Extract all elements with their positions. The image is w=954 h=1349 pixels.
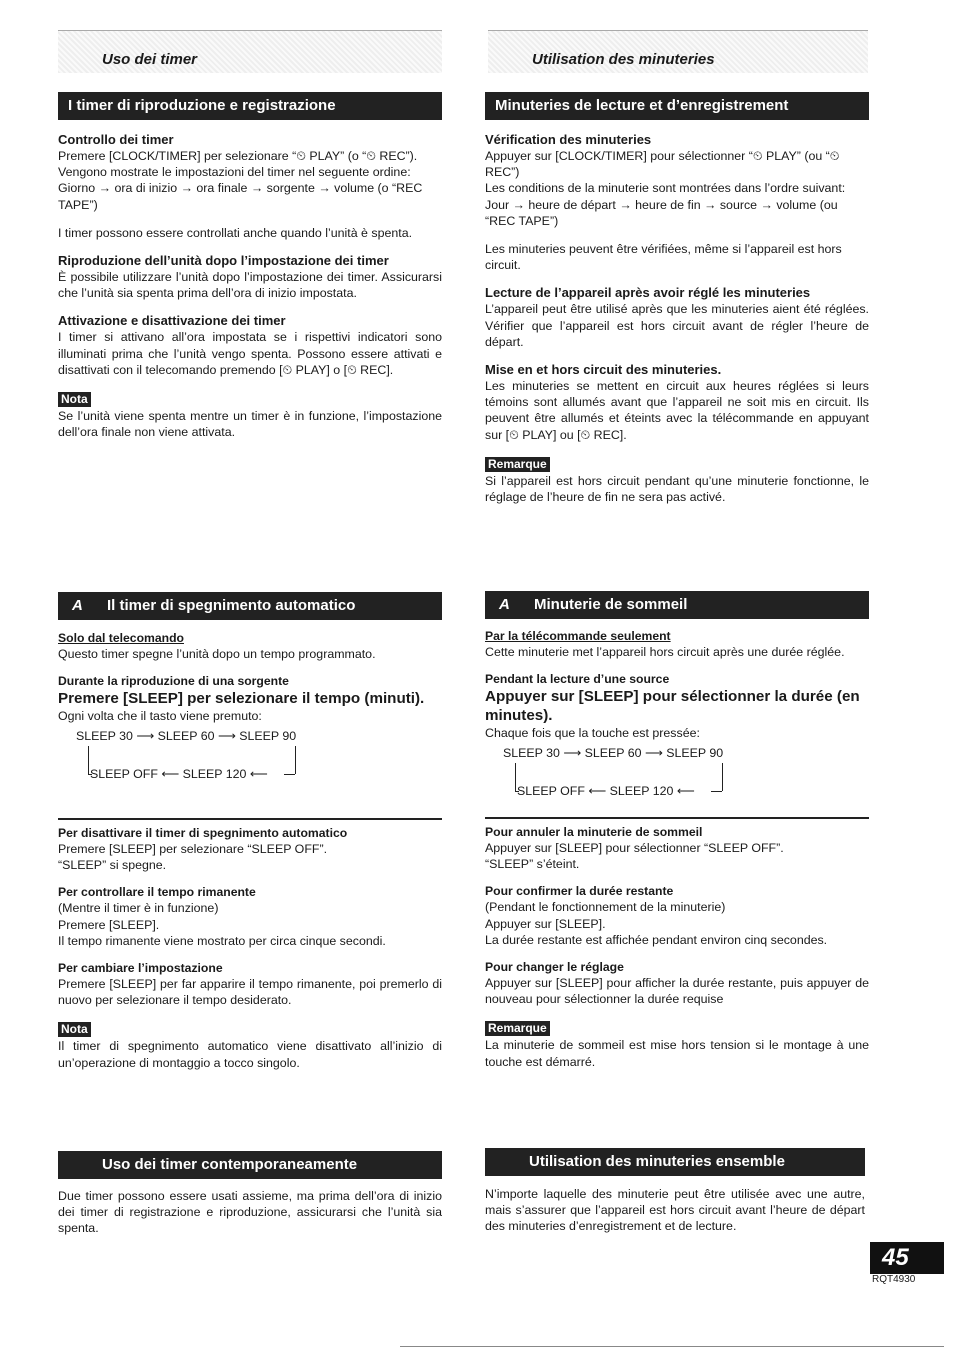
note-tag: Remarque xyxy=(485,457,550,472)
paragraph: (Pendant le fonctionnement de la minuterie) xyxy=(485,900,726,915)
section-bar-timers-together-fr xyxy=(485,1148,865,1176)
paragraph: Premere [SLEEP]. xyxy=(58,917,160,932)
heading: Pour confirmer la durée restante xyxy=(485,884,674,899)
section-bar-sleep-timer-it xyxy=(58,592,442,620)
paragraph: Jour → heure de départ → heure de fin → source → volume (ou “REC TAPE”) xyxy=(485,197,838,228)
sleep-sequence-top: SLEEP 30 ⟶ SLEEP 60 ⟶ SLEEP 90 xyxy=(503,746,724,761)
paragraph: È possibile utilizzare l’unità dopo l’impostazione dei timer. Assicurarsi che l’unità sia spenta prima dell’ora di inizio impostata. xyxy=(58,270,442,301)
section-bar-label: Minuteries de lecture et d’enregistrement xyxy=(495,97,789,114)
paragraph: Les conditions de la minuterie sont montrées dans l’ordre suivant: xyxy=(485,181,846,196)
section-bar-sleep-timer-fr xyxy=(485,591,869,619)
heading: Riproduzione dell’unità dopo l’impostazione dei timer xyxy=(58,253,389,269)
bottom-rule xyxy=(400,1346,944,1347)
paragraph: Il tempo rimanente viene mostrato per circa cinque secondi. xyxy=(58,933,386,948)
section1-left-column xyxy=(58,132,442,440)
divider xyxy=(485,817,869,819)
paragraph: Les minuteries se mettent en circuit aux heures réglées si leurs témoins sont allumés avant que l’appareil ne soit mis en circuit. Ils peuvent être allumés et éteints avec la télécommande en appuyant sur [⏲ PLAY] ou [⏲ REC]. xyxy=(485,379,869,442)
paragraph: Due timer possono essere usati assieme, ma prima dell’ora di inizio dei timer di registrazione e riproduzione, assicurarsi che l’unità sia spenta. xyxy=(58,1189,442,1236)
heading: Attivazione e disattivazione dei timer xyxy=(58,313,286,329)
page-number: 45 xyxy=(870,1242,944,1274)
paragraph: Appuyer sur [CLOCK/TIMER] pour sélectionner “⏲ PLAY” (ou “⏲ REC”) xyxy=(485,149,840,180)
paragraph: N’importe laquelle des minuterie peut être utilisée avec une autre, mais s’assurer que l’appareil est hors circuit avant l’heure de départ des minuteries d’enregistrement et de lecture. xyxy=(485,1187,865,1234)
heading: Lecture de l’appareil après avoir réglé les minuteries xyxy=(485,285,811,301)
paragraph: Cette minuterie met l’appareil hors circuit après une durée réglée. xyxy=(485,645,845,659)
paragraph: Questo timer spegne l’unità dopo un tempo programmato. xyxy=(58,647,376,661)
section2-right-lower xyxy=(485,825,869,1070)
section-bar-label: Minuterie de sommeil xyxy=(534,596,688,613)
paragraph: Vengono mostrate le impostazioni del timer nel seguente ordine: xyxy=(58,165,411,180)
document-code: RQT4930 xyxy=(872,1274,916,1285)
section1-right-column xyxy=(485,132,869,505)
paragraph: Appuyer sur [SLEEP] pour sélectionner “SLEEP OFF”. xyxy=(485,841,784,855)
sleep-sequence-diagram xyxy=(485,745,869,801)
divider xyxy=(58,818,442,820)
remote-only-label: Par la télécommande seulement xyxy=(485,629,671,643)
section-bar-label: Utilisation des minuteries ensemble xyxy=(529,1153,785,1170)
sleep-sequence-bottom: SLEEP OFF ⟵ SLEEP 120 ⟵ xyxy=(517,784,695,799)
paragraph: Premere [SLEEP] per far apparire il tempo rimanente, poi premerlo di nuovo per selezionare il tempo desiderato. xyxy=(58,977,442,1008)
section-bar-timer-play-rec xyxy=(58,92,442,120)
paragraph: Ogni volta che il tasto viene premuto: xyxy=(58,709,262,724)
paragraph: Appuyer sur [SLEEP]. xyxy=(485,916,606,931)
paragraph: I timer possono essere controllati anche quando l’unità è spenta. xyxy=(58,225,413,240)
note-tag: Nota xyxy=(58,1022,91,1037)
heading: Pour changer le réglage xyxy=(485,960,624,975)
section-bar-label: Uso dei timer contemporaneamente xyxy=(102,1156,358,1173)
sleep-sequence-diagram xyxy=(58,728,442,784)
step-heading: Appuyer sur [SLEEP] pour sélectionner la durée (en minutes). xyxy=(485,688,860,725)
paragraph: Appuyer sur [SLEEP] pour afficher la durée restante, puis appuyer de nouveau pour sélectionner la durée requise xyxy=(485,976,869,1007)
note-text: Se l’unità viene spenta mentre un timer è in funzione, l’impostazione dell’ora finale non viene attivata. xyxy=(58,409,442,440)
paragraph: La durée restante est affichée pendant environ cinq secondes. xyxy=(485,932,828,947)
heading: Per cambiare l’impostazione xyxy=(58,961,223,976)
note-text: La minuterie de sommeil est mise hors tension si le montage à une touche est démarré. xyxy=(485,1038,869,1069)
paragraph: “SLEEP” si spegne. xyxy=(58,858,167,873)
section3-left-column xyxy=(58,1188,442,1237)
header-tab-right xyxy=(488,30,868,73)
paragraph: Les minuteries peuvent être vérifiées, même si l’appareil est hors circuit. xyxy=(485,242,842,273)
heading: Pendant la lecture d’une source xyxy=(485,672,670,687)
section-bar-timers-together-it xyxy=(58,1151,442,1179)
heading: Durante la riproduzione di una sorgente xyxy=(58,674,289,689)
sleep-sequence-top: SLEEP 30 ⟶ SLEEP 60 ⟶ SLEEP 90 xyxy=(76,729,297,744)
paragraph: Premere [CLOCK/TIMER] per selezionare “⏲ PLAY” (o “⏲ REC”). xyxy=(58,149,418,163)
header-tab-left-label: Uso dei timer xyxy=(102,51,198,68)
section-bar-label: Il timer di spegnimento automatico xyxy=(107,597,356,614)
note-tag: Remarque xyxy=(485,1021,550,1036)
paragraph: Giorno → ora di inizio → ora finale → sorgente → volume (o “REC TAPE”) xyxy=(58,181,423,212)
paragraph: I timer si attivano all’ora impostata se i rispettivi indicatori sono illuminati prima che l’unità vengo spenta. Possono essere attivati e disattivati con il telecomando premendo [⏲ PLAY] o [⏲ REC]. xyxy=(58,330,442,377)
note-tag: Nota xyxy=(58,392,91,407)
paragraph: “SLEEP” s’éteint. xyxy=(485,857,580,872)
paragraph: Premere [SLEEP] per selezionare “SLEEP OFF”. xyxy=(58,842,328,856)
paragraph: (Mentre il timer è in funzione) xyxy=(58,901,219,916)
remote-only-label: Solo dal telecomando xyxy=(58,631,184,645)
section-bar-letter: A xyxy=(499,596,510,613)
heading: Vérification des minuteries xyxy=(485,132,652,147)
heading: Per controllare il tempo rimanente xyxy=(58,885,256,900)
section-bar-letter: A xyxy=(72,597,83,614)
section2-right-column xyxy=(485,629,869,801)
section2-left-lower xyxy=(58,826,442,1071)
section-bar-minuteries-lecture xyxy=(485,92,869,120)
header-tab-left xyxy=(58,30,442,73)
section-bar-label: I timer di riproduzione e registrazione xyxy=(68,97,336,114)
section3-right-column xyxy=(485,1186,865,1235)
note-text: Si l’appareil est hors circuit pendant qu’une minuterie fonctionne, le réglage de l’heure de fin ne sera pas activé. xyxy=(485,473,869,505)
heading: Pour annuler la minuterie de sommeil xyxy=(485,825,703,839)
step-heading: Premere [SLEEP] per selezionare il tempo (minuti). xyxy=(58,690,425,708)
heading: Controllo dei timer xyxy=(58,132,174,147)
heading: Per disattivare il timer di spegnimento automatico xyxy=(58,826,348,840)
note-text: Il timer di spegnimento automatico viene disattivato all’inizio di un’operazione di montaggio a tocco singolo. xyxy=(58,1039,442,1070)
paragraph: Chaque fois que la touche est pressée: xyxy=(485,726,700,741)
section2-left-column xyxy=(58,631,442,784)
sleep-sequence-bottom: SLEEP OFF ⟵ SLEEP 120 ⟵ xyxy=(90,767,268,782)
paragraph: L’appareil peut être utilisé après que les minuteries aient été réglées. Vérifier que l’appareil est hors circuit avant de régler l’heure de départ. xyxy=(485,302,869,349)
header-tab-right-label: Utilisation des minuteries xyxy=(532,51,715,68)
heading: Mise en et hors circuit des minuteries. xyxy=(485,362,722,378)
